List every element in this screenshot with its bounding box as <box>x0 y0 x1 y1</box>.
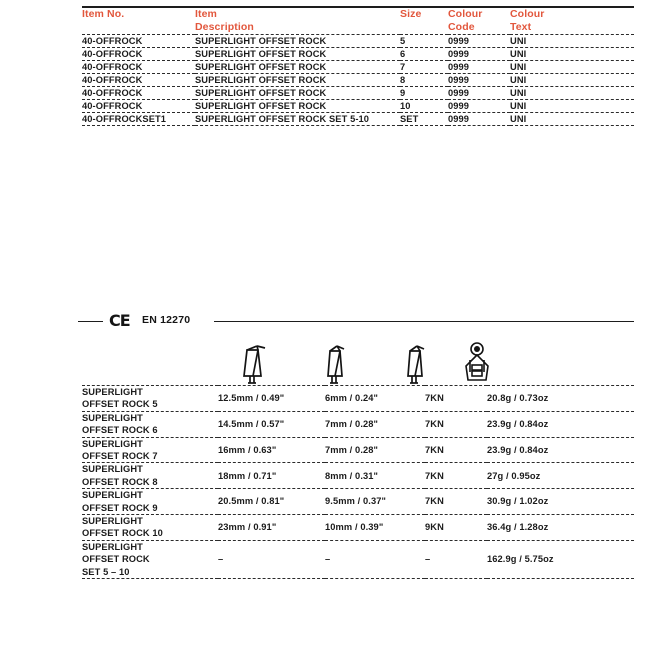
cell-size: 6 <box>400 49 406 59</box>
product-name-line1: SUPERLIGHT <box>82 412 143 423</box>
cell-width-side: 7mm / 0.28" <box>325 419 379 430</box>
cell-colour-text: UNI <box>510 36 527 46</box>
cell-width-side: 10mm / 0.39" <box>325 522 384 533</box>
cell-weight: 23.9g / 0.84oz <box>487 419 549 430</box>
cell-colour-code: 0999 <box>448 114 470 124</box>
cell-colour-code: 0999 <box>448 75 470 85</box>
header-colour-text-line2: Text <box>510 21 532 33</box>
standard-rule-right <box>214 321 634 322</box>
table-row <box>82 411 634 436</box>
header-item-description <box>195 8 400 34</box>
divider-row <box>82 125 634 126</box>
spec-table-container <box>82 385 634 579</box>
cell-width-top: 23mm / 0.91" <box>218 522 277 533</box>
cell-weight: 30.9g / 1.02oz <box>487 496 549 507</box>
product-name-line2: OFFSET ROCK 9 <box>82 502 158 513</box>
cell-width-side: – <box>325 554 331 565</box>
cell-width-top: 14.5mm / 0.57" <box>218 419 285 430</box>
cell-size: 10 <box>400 101 411 111</box>
divider-row <box>82 578 634 579</box>
product-name-line2: OFFSET ROCK 6 <box>82 425 158 436</box>
nut-top-width-icon <box>232 338 278 386</box>
header-item-no <box>82 8 195 34</box>
cell-size: SET <box>400 114 419 124</box>
cell-description: SUPERLIGHT OFFSET ROCK <box>195 101 327 111</box>
catalog-table-container <box>82 6 634 126</box>
cell-description: SUPERLIGHT OFFSET ROCK <box>195 88 327 98</box>
cell-colour-text: UNI <box>510 49 527 59</box>
table-row <box>82 437 634 462</box>
cell-product-name <box>82 411 218 436</box>
cell-product-name <box>82 437 218 462</box>
cell-description: SUPERLIGHT OFFSET ROCK <box>195 49 327 59</box>
cell-colour-code: 0999 <box>448 36 470 46</box>
table-row <box>82 515 634 540</box>
cell-colour-code: 0999 <box>448 88 470 98</box>
cell-colour-code: 0999 <box>448 101 470 111</box>
cell-item-no: 40-OFFROCK <box>82 88 143 98</box>
standard-bar <box>78 313 634 331</box>
table-row <box>82 61 634 74</box>
cell-strength: 7KN <box>425 444 444 455</box>
cell-product-name <box>82 540 218 578</box>
product-name-line1: SUPERLIGHT <box>82 438 143 449</box>
spec-icon-strip <box>82 336 634 386</box>
cell-size: 7 <box>400 62 406 72</box>
ce-mark-icon: CE <box>109 311 130 330</box>
product-name-line2: OFFSET ROCK <box>82 554 150 565</box>
cell-colour-code: 0999 <box>448 49 470 59</box>
cell-width-top: 12.5mm / 0.49" <box>218 393 285 404</box>
cell-width-top: 18mm / 0.71" <box>218 470 277 481</box>
product-name-line3: SET 5 – 10 <box>82 566 130 577</box>
product-name-line2: OFFSET ROCK 5 <box>82 399 158 410</box>
product-name-line1: SUPERLIGHT <box>82 516 143 527</box>
cell-strength: 7KN <box>425 419 444 430</box>
cell-product-name <box>82 386 218 411</box>
table-row <box>82 74 634 87</box>
header-size <box>400 8 448 34</box>
standard-label: EN 12270 <box>142 314 191 326</box>
cell-description: SUPERLIGHT OFFSET ROCK <box>195 75 327 85</box>
header-size-label: Size <box>400 8 422 20</box>
header-item-description-line2: Description <box>195 21 254 33</box>
spec-table <box>82 385 634 579</box>
cell-size: 9 <box>400 88 406 98</box>
header-colour-code-line2: Code <box>448 21 475 33</box>
header-colour-text <box>510 8 634 34</box>
table-row <box>82 113 634 126</box>
table-row <box>82 48 634 61</box>
header-item-description-line1: Item <box>195 8 217 20</box>
standard-rule-left <box>78 321 103 322</box>
cell-item-no: 40-OFFROCK <box>82 101 143 111</box>
table-row <box>82 100 634 113</box>
product-name-line1: SUPERLIGHT <box>82 541 143 552</box>
catalog-table <box>82 8 634 126</box>
cell-product-name <box>82 463 218 488</box>
cell-weight: 27g / 0.95oz <box>487 470 541 481</box>
nut-side-width-icon <box>314 338 360 386</box>
header-colour-code <box>448 8 510 34</box>
product-name-line1: SUPERLIGHT <box>82 490 143 501</box>
cell-weight: 36.4g / 1.28oz <box>487 522 549 533</box>
table-row <box>82 463 634 488</box>
cell-item-no: 40-OFFROCKSET1 <box>82 114 167 124</box>
table-row <box>82 386 634 411</box>
header-colour-text-line1: Colour <box>510 8 545 20</box>
table-row <box>82 489 634 514</box>
nut-strength-icon <box>394 338 440 386</box>
cell-description: SUPERLIGHT OFFSET ROCK <box>195 36 327 46</box>
cell-colour-code: 0999 <box>448 62 470 72</box>
cell-width-side: 9.5mm / 0.37" <box>325 496 387 507</box>
header-item-no-label: Item No. <box>82 8 125 20</box>
cell-strength: 7KN <box>425 393 444 404</box>
cell-colour-text: UNI <box>510 114 527 124</box>
cell-description: SUPERLIGHT OFFSET ROCK SET 5-10 <box>195 114 370 124</box>
cell-size: 8 <box>400 75 406 85</box>
cell-width-side: 7mm / 0.28" <box>325 444 379 455</box>
cell-width-side: 6mm / 0.24" <box>325 393 379 404</box>
cell-strength: – <box>425 554 431 565</box>
cell-strength: 7KN <box>425 470 444 481</box>
product-name-line2: OFFSET ROCK 10 <box>82 528 163 539</box>
cell-colour-text: UNI <box>510 62 527 72</box>
product-name-line2: OFFSET ROCK 7 <box>82 451 158 462</box>
cell-width-side: 8mm / 0.31" <box>325 470 379 481</box>
product-name-line1: SUPERLIGHT <box>82 387 143 397</box>
cell-product-name <box>82 489 218 514</box>
catalog-header-row <box>82 8 634 34</box>
cell-size: 5 <box>400 36 406 46</box>
cell-weight: 20.8g / 0.73oz <box>487 393 549 404</box>
table-row <box>82 540 634 578</box>
cell-colour-text: UNI <box>510 75 527 85</box>
header-colour-code-line1: Colour <box>448 8 483 20</box>
cell-width-top: 16mm / 0.63" <box>218 444 277 455</box>
cell-width-top: – <box>218 554 224 565</box>
table-row <box>82 35 634 48</box>
cell-item-no: 40-OFFROCK <box>82 62 143 72</box>
cell-weight: 23.9g / 0.84oz <box>487 444 549 455</box>
weight-climber-icon <box>454 338 500 386</box>
product-name-line2: OFFSET ROCK 8 <box>82 476 158 487</box>
cell-item-no: 40-OFFROCK <box>82 49 143 59</box>
cell-colour-text: UNI <box>510 88 527 98</box>
cell-strength: 9KN <box>425 522 444 533</box>
cell-item-no: 40-OFFROCK <box>82 75 143 85</box>
table-row <box>82 87 634 100</box>
cell-item-no: 40-OFFROCK <box>82 36 143 46</box>
cell-description: SUPERLIGHT OFFSET ROCK <box>195 62 327 72</box>
product-name-line1: SUPERLIGHT <box>82 464 143 475</box>
cell-strength: 7KN <box>425 496 444 507</box>
cell-product-name <box>82 515 218 540</box>
cell-weight: 162.9g / 5.75oz <box>487 554 554 565</box>
cell-width-top: 20.5mm / 0.81" <box>218 496 285 507</box>
cell-colour-text: UNI <box>510 101 527 111</box>
